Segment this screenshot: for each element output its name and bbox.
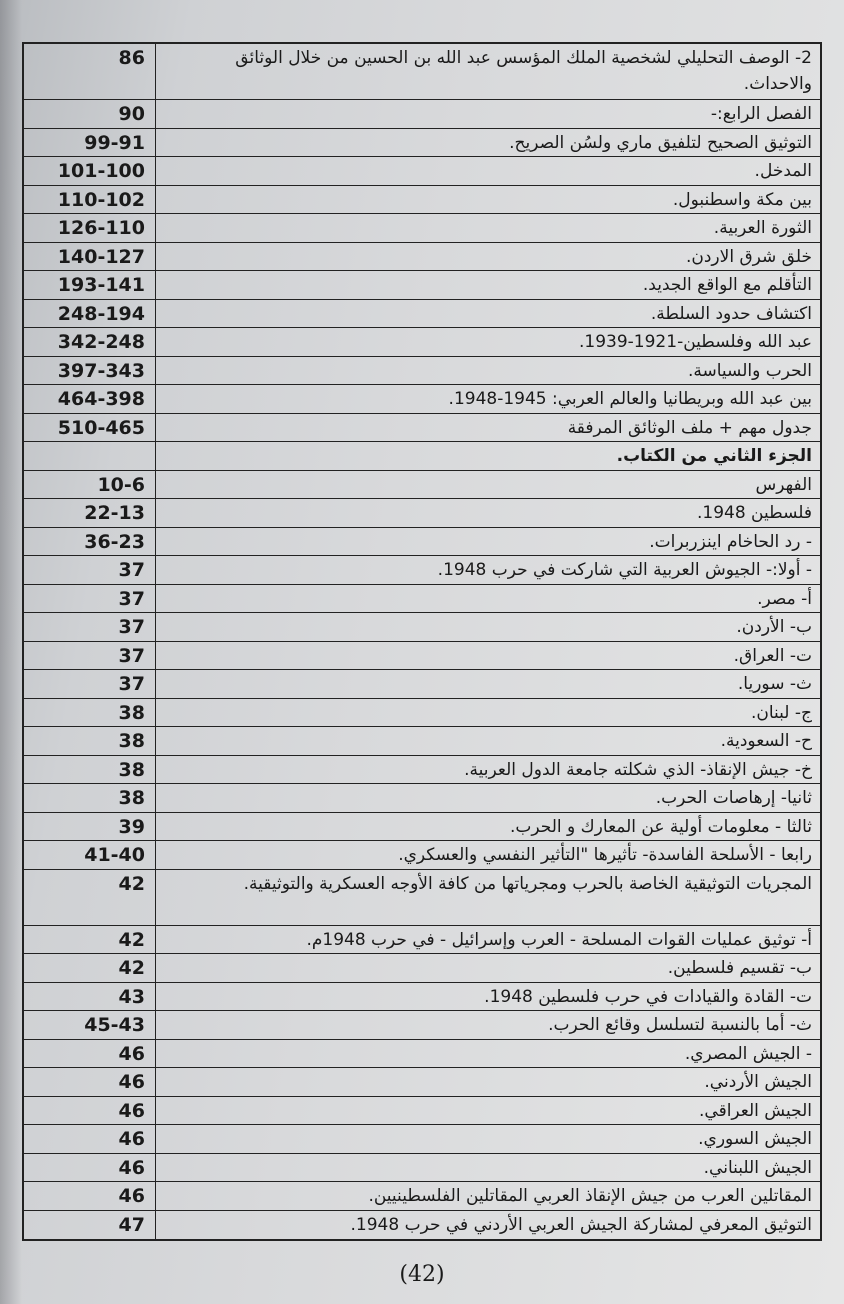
page-range-cell: 110-102 [24,186,156,214]
section-title-cell: أ- توثيق عمليات القوات المسلحة - العرب وإسرائيل - في حرب 1948م. [306,929,812,950]
page-range-cell: 38 [24,727,156,755]
table-row [24,983,820,1012]
table-row [24,1182,820,1211]
page-range-cell: 47 [24,1211,156,1240]
table-row [24,328,820,357]
table-row [24,670,820,699]
page-range-cell: 37 [24,585,156,613]
table-row [24,385,820,414]
page-range-cell: 101-100 [24,157,156,185]
table-row [24,499,820,528]
section-title-cell: - رد الحاخام اينزربرات. [649,531,812,552]
page-range-cell: 45-43 [24,1011,156,1039]
section-title-cell: الجيش السوري. [698,1129,812,1149]
section-title-cell: ب- الأردن. [736,617,812,637]
section-title-cell: رابعا - الأسلحة الفاسدة- تأثيرها "التأثير النفسي والعسكري. [398,845,812,865]
section-title-cell: الجزء الثاني من الكتاب. [616,446,812,466]
table-row [24,271,820,300]
page-range-cell: 43 [24,983,156,1011]
section-title-cell: الفهرس [755,474,812,495]
section-title-cell: عبد الله وفلسطين-1921-1939. [578,332,812,352]
table-row [24,756,820,785]
table-of-contents [22,42,822,1241]
table-row [24,357,820,386]
table-row [24,784,820,813]
section-title-cell: المدخل. [754,161,812,181]
table-row [24,186,820,215]
section-title-cell: ث- سوريا. [737,674,812,694]
page-range-cell: 46 [24,1154,156,1182]
section-title-cell: خ- جيش الإنقاذ- الذي شكلته جامعة الدول العربية. [464,759,812,780]
page-range-cell: 38 [24,784,156,812]
section-title-cell: بين عبد الله وبريطانيا والعالم العربي: 1945-1948. [448,389,812,409]
page-range-cell: 248-194 [24,300,156,328]
page-range-cell: 46 [24,1182,156,1210]
section-title-cell: ب- تقسيم فلسطين. [667,958,812,978]
page-range-cell: 36-23 [24,528,156,556]
section-title-cell: اكتشاف حدود السلطة. [650,303,812,324]
page-range-cell: 90 [24,100,156,128]
page-edge-shadow [0,0,22,1304]
table-row [24,870,820,926]
section-title-cell: - الجيش المصري. [684,1043,812,1064]
page-range-cell: 46 [24,1040,156,1068]
table-row [24,100,820,129]
table-row [24,44,820,100]
section-title-cell: جدول مهم + ملف الوثائق المرفقة [567,417,812,438]
section-title-cell: ج- لبنان. [750,702,812,723]
section-title-cell: ثانيا- إرهاصات الحرب. [655,788,812,808]
table-row [24,528,820,557]
page-number: (42) [399,1262,445,1287]
page-range-cell: 46 [24,1068,156,1096]
page-range-cell: 22-13 [24,499,156,527]
section-title-cell: المجريات التوثيقية الخاصة بالحرب ومجرياتها من كافة الأوجه العسكرية والتوثيقية. [243,873,812,894]
section-title-cell: بين مكة واسطنبول. [672,189,812,210]
page-range-cell [24,442,156,470]
section-title-cell: الثورة العربية. [713,218,812,238]
table-row [24,954,820,983]
section-title-cell: 2- الوصف التحليلي لشخصية الملك المؤسس عبد الله بن الحسين من خلال الوثائق والاحداث. [235,48,812,94]
section-title-cell: الجيش العراقي. [699,1100,812,1121]
table-row [24,471,820,500]
table-row [24,556,820,585]
page-range-cell: 41-40 [24,841,156,869]
section-title-cell: المقاتلين العرب من جيش الإنقاذ العربي المقاتلين الفلسطينيين. [368,1186,812,1206]
table-row [24,642,820,671]
page-range-cell: 342-248 [24,328,156,356]
table-row [24,300,820,329]
section-title-cell: ث- أما بالنسبة لتسلسل وقائع الحرب. [548,1015,812,1035]
table-row [24,1211,820,1240]
page-range-cell: 38 [24,756,156,784]
section-title-cell: التوثيق المعرفي لمشاركة الجيش العربي الأردني في حرب 1948. [350,1214,812,1235]
section-title-cell: ح- السعودية. [720,731,812,751]
section-title-cell: خلق شرق الاردن. [685,246,812,267]
page-range-cell: 193-141 [24,271,156,299]
table-row [24,699,820,728]
table-row [24,214,820,243]
page-range-cell: 37 [24,642,156,670]
table-row [24,129,820,158]
page-range-cell: 46 [24,1097,156,1125]
table-row [24,926,820,955]
section-title-cell: التوثيق الصحيح لتلفيق ماري ولسُن الصريح. [509,132,812,153]
section-title-cell: الجيش اللبناني. [703,1157,812,1178]
table-row [24,442,820,471]
page-range-cell: 86 [24,44,156,99]
table-row [24,1011,820,1040]
page-range-cell: 99-91 [24,129,156,157]
table-row [24,841,820,870]
page-range-cell: 46 [24,1125,156,1153]
page-range-cell: 10-6 [24,471,156,499]
section-title-cell: الجيش الأردني. [704,1072,812,1092]
table-row [24,585,820,614]
table-row [24,1125,820,1154]
table-row [24,813,820,842]
table-row [24,1040,820,1069]
page-range-cell: 37 [24,613,156,641]
section-title-cell: - أولا:- الجيوش العربية التي شاركت في حرب 1948. [437,560,812,580]
section-title-cell: فلسطين 1948. [696,503,812,523]
section-title-cell: ثالثا - معلومات أولية عن المعارك و الحرب. [509,816,812,837]
section-title-cell: التأقلم مع الواقع الجديد. [642,275,812,295]
section-title-cell: الحرب والسياسة. [687,360,812,381]
table-row [24,1097,820,1126]
page-range-cell: 510-465 [24,414,156,442]
table-row [24,1154,820,1183]
section-title-cell: ت- العراق. [733,645,812,666]
page-range-cell: 39 [24,813,156,841]
page-range-cell: 140-127 [24,243,156,271]
section-title-cell: الفصل الرابع:- [710,104,812,124]
table-row [24,243,820,272]
page-range-cell: 464-398 [24,385,156,413]
table-row [24,727,820,756]
page-range-cell: 37 [24,670,156,698]
table-row [24,1068,820,1097]
page-range-cell: 126-110 [24,214,156,242]
table-row [24,613,820,642]
page-range-cell: 42 [24,926,156,954]
page-range-cell: 38 [24,699,156,727]
section-title-cell: ت- القادة والقيادات في حرب فلسطين 1948. [484,986,812,1007]
table-row [24,157,820,186]
page-range-cell: 42 [24,870,156,925]
page-range-cell: 397-343 [24,357,156,385]
page-range-cell: 42 [24,954,156,982]
table-row [24,414,820,443]
section-title-cell: أ- مصر. [757,588,812,609]
page-range-cell: 37 [24,556,156,584]
